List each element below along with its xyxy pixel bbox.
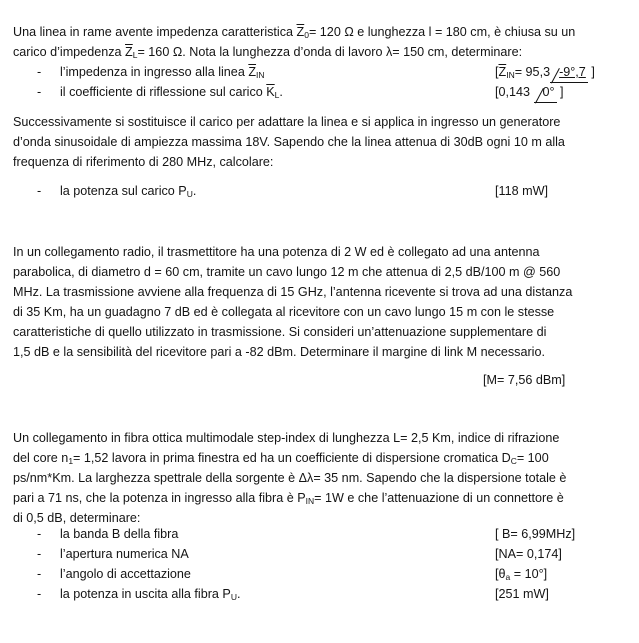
list-dash: -	[37, 527, 42, 541]
list-dash: -	[37, 184, 42, 198]
list-dash: -	[37, 65, 42, 79]
list-dash: -	[37, 547, 42, 561]
ex1-item-2	[13, 82, 613, 102]
phase-angle: -9°,7	[550, 62, 588, 83]
ex3-item-2	[13, 544, 613, 564]
exercise-2: In un collegamento radio, il trasmettitore ha una potenza di 2 W ed è collegato ad una antenna parabolica, di diametro d = 60 cm, tramite un cavo lungo 12 m che attenua di 2,5 dB/100 m @ 560 MHz. La trasmissione avviene alla frequenza di 15 GHz, l’antenna ricevente si trova ad una distanza di 35 Km, ha un guadagno 7 dB ed è collegata al ricevitore con un cavo lungo 15 m con le stesse caratteristiche di quello utilizzato in trasmissione. Si consideri un’attenuazione supplementare di 1,5 dB e la sensibilità del ricevitore pari a -82 dBm. Determinare il margine di link M necessario.	[13, 245, 573, 359]
ex1-line-1: Una linea in rame avente impedenza caratteristica $\overline{Z}_0= 120$ Ω e lunghezza l = 180 cm, è chiusa su un	[13, 25, 576, 40]
exercise-1	[13, 22, 613, 62]
phase-angle: 0°	[534, 82, 557, 103]
item-text: il coefficiente di riflessione sul carico $\overline{K}_L$.	[60, 85, 283, 100]
list-dash: -	[37, 567, 42, 581]
item-answer: [251 mW]	[495, 587, 549, 601]
impedance-symbol: $\overline{Z}$	[125, 45, 133, 59]
ex1-item-1	[13, 62, 613, 82]
item-text: la potenza in uscita alla fibra $P_U$.	[60, 587, 241, 602]
ex2-answer: [M= 7,56 dBm]	[483, 373, 566, 387]
ex1-item-3	[13, 181, 613, 201]
item-text: l’angolo di accettazione	[60, 567, 191, 581]
item-answer: [118 mW]	[495, 184, 548, 198]
item-text: l’impedenza in ingresso alla linea $\overline{Z}_{IN}$	[60, 65, 265, 80]
item-text: la potenza sul carico $P_U$.	[60, 184, 197, 199]
list-dash: -	[37, 587, 42, 601]
ex1-line-2: carico d’impedenza $\overline{Z}_L= 160$ Ω. Nota la lunghezza d’onda di lavoro λ= 150 cm, determinare:	[13, 45, 523, 60]
item-answer: [$\overline{Z}_{IN}= 95,3$ -9°,7 ]	[495, 62, 595, 83]
ex3-item-4	[13, 584, 613, 604]
item-answer: [ B= 6,99MHz]	[495, 527, 576, 541]
ex3-item-3	[13, 564, 613, 584]
exercise-3: Un collegamento in fibra ottica multimodale step-index di lunghezza L= 2,5 Km, indice di rifrazione del core $n_1= 1,52$ lavora in prima finestra ed ha un coefficiente di dispersione cromatica $D_C= 100$ ps/nm*Km. La larghezza spettrale della sorgente è Δλ= 35 nm. Sapendo che la dispersione totale è pari a 71 ns, che la potenza in ingresso alla fibra è $P_{IN}= 1W$ e che l’attenuazione di un connettore è di 0,5 dB, determinare:	[13, 431, 567, 525]
ex3-item-1	[13, 524, 613, 544]
item-text: l’apertura numerica NA	[60, 547, 189, 561]
ex1-paragraph-2: Successivamente si sostituisce il carico per adattare la linea e si applica in ingresso un generatore d’onda sinusoidale di ampiezza massima 18V. Sapendo che la linea attenua di 30dB ogni 10 m alla frequenza di riferimento di 280 MHz, calcolare:	[13, 115, 565, 169]
list-dash: -	[37, 85, 42, 99]
item-text: la banda B della fibra	[60, 527, 179, 541]
impedance-symbol: $\overline{Z}$	[296, 25, 305, 39]
item-answer: $[\theta_a = 10^\circ]$	[495, 567, 548, 582]
item-answer: [0,143 0° ]	[495, 82, 564, 103]
item-answer: [NA= 0,174]	[495, 547, 562, 561]
